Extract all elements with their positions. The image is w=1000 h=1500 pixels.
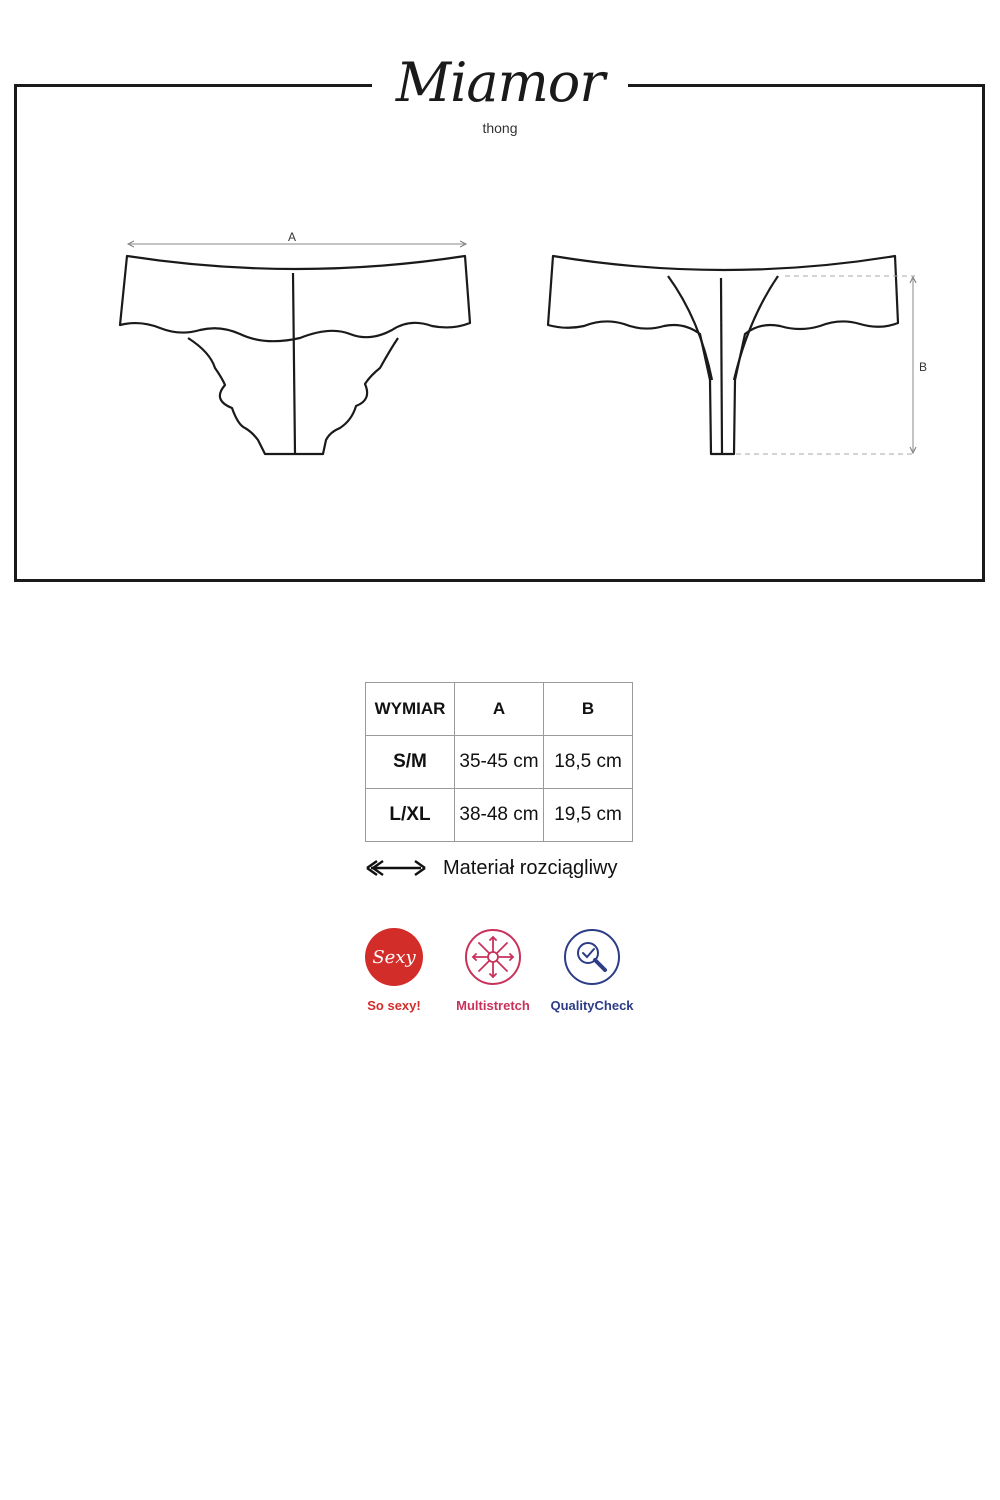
table-cell: 35-45 cm bbox=[455, 736, 544, 789]
table-cell: S/M bbox=[366, 736, 455, 789]
table-header-row bbox=[366, 683, 633, 736]
badge-label: QualityCheck bbox=[550, 998, 634, 1013]
multistretch-icon bbox=[464, 928, 522, 986]
table-cell: 18,5 cm bbox=[544, 736, 633, 789]
size-table bbox=[365, 682, 633, 842]
table-header: A bbox=[455, 683, 544, 736]
thong-diagram bbox=[0, 0, 1000, 600]
table-row bbox=[366, 789, 633, 842]
table-cell: 19,5 cm bbox=[544, 789, 633, 842]
front-view bbox=[120, 256, 470, 454]
stretch-note-text: Materiał rozciągliwy bbox=[443, 856, 618, 879]
dimension-b-label: B bbox=[918, 360, 928, 374]
badge-label: So sexy! bbox=[367, 998, 421, 1013]
table-cell: 38-48 cm bbox=[455, 789, 544, 842]
table-cell: L/XL bbox=[366, 789, 455, 842]
table-header: B bbox=[544, 683, 633, 736]
table-header: WYMIAR bbox=[366, 683, 455, 736]
product-type: thong bbox=[482, 120, 518, 136]
sexy-icon-text: Sexy bbox=[372, 946, 416, 968]
badge-quality-check bbox=[532, 928, 652, 1013]
back-view bbox=[548, 256, 898, 454]
quality-check-icon bbox=[563, 928, 621, 986]
badge-label: Multistretch bbox=[456, 998, 530, 1013]
table-row bbox=[366, 736, 633, 789]
dimension-a-label: A bbox=[287, 230, 297, 244]
double-arrow-icon bbox=[365, 858, 427, 878]
sexy-icon bbox=[365, 928, 423, 986]
stretch-note bbox=[365, 853, 645, 883]
brand-logo: Miamor bbox=[395, 51, 605, 114]
